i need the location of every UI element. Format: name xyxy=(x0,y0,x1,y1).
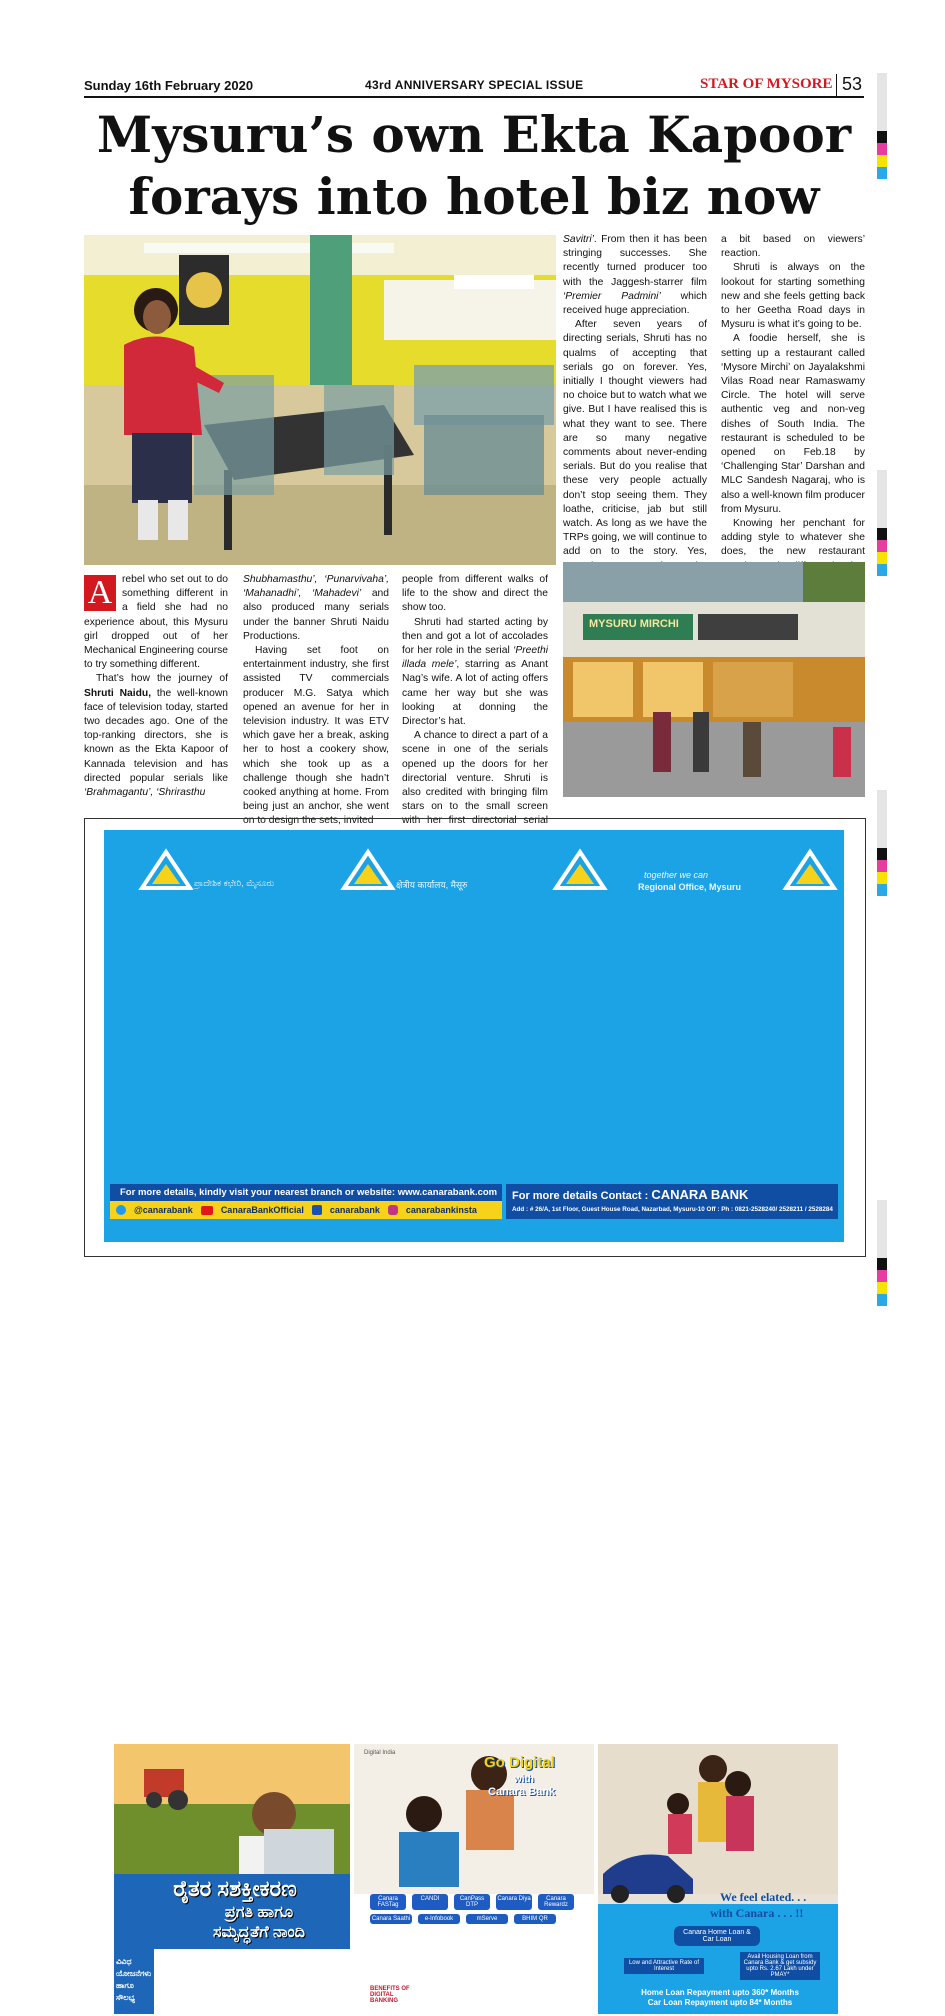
text-run: Knowing her penchant for adding style to whatever she does, the new restaurant xyxy=(721,518,865,558)
headline xyxy=(84,104,864,228)
social-instagram: canarabankinsta xyxy=(405,1205,477,1215)
social-twitter: @canarabank xyxy=(134,1205,193,1215)
text-run: , starring as Anant Nag’s wife. A lot of acting offers came her way but she was looking at donning the Director’s hat. xyxy=(402,659,548,728)
youtube-icon xyxy=(201,1206,213,1215)
canara-logo-icon xyxy=(784,850,836,890)
color-register-bottom xyxy=(877,1200,887,1306)
twitter-icon xyxy=(116,1205,126,1215)
office-kannada: ಪ್ರಾದೇಶಿಕ ಕಛೇರಿ, ಮೈಸೂರು xyxy=(194,878,275,888)
article-column-3 xyxy=(402,573,548,843)
serial-title-savitri: Savitri’ xyxy=(563,234,594,245)
headline-line-2: forays into hotel biz now xyxy=(128,167,820,226)
article-column-4 xyxy=(563,233,707,588)
farm-schemes-label: ವಿವಿಧ ಯೋಜನೆಗಳು ಹಾಗೂ ಸೌಲಭ್ಯ xyxy=(116,1957,152,2002)
issue-label: 43rd ANNIVERSARY SPECIAL ISSUE xyxy=(365,78,584,92)
masthead-brand: STAR OF MYSORE xyxy=(700,76,833,92)
family-digital-illustration xyxy=(354,1744,594,2014)
text-run: . From then it has been stringing successes. She recently turned producer too with the Jaggesh-starrer film xyxy=(563,234,707,288)
paragraph-entertainment: Having set foot on entertainment industry, she first assisted TV commercials producer M.G. Satya which opened an avenue for her in television industry. It was ETV which gave her a break, asking her to host a cookery show, which she took up as a challenge though she hadn’t cooked anything at home. From being just an anchor, she went on to design the sets, invited xyxy=(243,645,389,827)
photo-mysuru-mirchi-exterior xyxy=(563,562,865,797)
paragraph-seven-years: After seven years of directing serials, Shruti has no qualms of accepting that serials go on forever. Yes, initially I thought viewers had no choice but to watch what we give. But I have realised this is what they want to see. There are so many negative comments about never-ending serials. But do you realise that these very people actually don’t stop seeing them. They loathe, criticise, jab but still watch. As long as we have the TRPs going, we will continue to add on to the story. Yes, xyxy=(563,319,707,558)
contact-label xyxy=(512,1187,748,1202)
instagram-icon xyxy=(388,1205,398,1215)
canara-logo-icon xyxy=(342,850,394,890)
serial-title: ‘Preethi illada mele’ xyxy=(402,645,548,671)
app-badges xyxy=(370,1894,580,1924)
serial-titles: Shubhamasthu’, ‘Punarvivaha’, ‘Mahanadhi’, ‘Mahadevi’ xyxy=(243,574,389,600)
tagline-together: together we can xyxy=(644,870,709,880)
contact-label-text: For more details Contact : xyxy=(512,1190,649,1202)
feel-elated-1: We feel elated. . . xyxy=(720,1890,807,1904)
person-name: Shruti Naidu, xyxy=(84,687,152,699)
contact-bank-name: CANARA BANK xyxy=(651,1187,749,1202)
app-badge: Canara Diya xyxy=(496,1894,532,1910)
serial-titles: ‘Brahmagantu’, ‘Shrirasthu xyxy=(84,787,206,799)
go-digital-panel xyxy=(352,1742,596,2016)
car-loan-repayment: Car Loan Repayment upto 84* Months xyxy=(647,1998,793,2007)
color-register-middle xyxy=(877,470,887,576)
canara-logo-icon xyxy=(140,850,192,890)
text-run: That’s how the journey of xyxy=(96,673,228,685)
paragraph-viewers-reaction: a bit based on viewers’ reaction. xyxy=(721,234,865,260)
page-number: 53 xyxy=(842,74,863,94)
farmer-panel xyxy=(112,1742,352,2016)
app-badge: CanPass DTP xyxy=(454,1894,490,1910)
text-run: rebel who set out to do something different in a field she had no experience about, this Mysuru girl dropped out of her Mechanical Engineering course to try something different. xyxy=(84,574,228,671)
website-bar: For more details, kindly visit your nearest branch or website: www.canarabank.com xyxy=(110,1184,502,1201)
canara-bank-advertisement xyxy=(104,830,844,2007)
text-run: A chance to direct a part of a scene in one of the serials opened up the doors for her directorial venture. Shruti is also credited with bringing film stars on to the small screen with her first directorial serial xyxy=(402,730,548,827)
article-column-1 xyxy=(84,573,228,800)
header-separator xyxy=(836,74,837,96)
contact-bar xyxy=(506,1184,838,1219)
digital-india-logo: Digital India xyxy=(364,1750,396,1756)
text-run: the well-known face of television today, started two decades ago. One of the top-ranking directors, she is known as the Ekta Kapoor of Kannada television and has directed popular serials like xyxy=(84,687,228,784)
app-badge: BHIM QR xyxy=(514,1914,556,1924)
subsidy-box: Avail Housing Loan from Canara Bank & get subsidy upto Rs. 2.67 Lakh under PMAY* xyxy=(740,1952,820,1980)
app-badge: Canara FASTag xyxy=(370,1894,406,1910)
paragraph-acting xyxy=(402,616,548,730)
paragraph-journey xyxy=(84,672,228,800)
app-badge: CANDI xyxy=(412,1894,448,1910)
office-english: Regional Office, Mysuru xyxy=(638,882,742,892)
farm-title-3: ಸಮೃದ್ಧತೆಗೆ ನಾಂದಿ xyxy=(212,1924,306,1941)
sign-mysuru-mirchi: MYSURU MIRCHI xyxy=(589,618,679,630)
office-hindi: क्षेत्रीय कार्यालय, मैसूरु xyxy=(396,880,468,890)
loan-panel xyxy=(596,1742,840,2016)
social-bar xyxy=(110,1201,502,1219)
restaurant-interior-illustration xyxy=(84,235,556,565)
restaurant-exterior-illustration xyxy=(563,562,865,797)
text-run: which received huge appreciation. xyxy=(563,290,707,317)
farm-title-1: ರೈತರ ಸಶಕ್ತೀಕರಣ xyxy=(173,1876,297,1901)
dropcap: A xyxy=(84,575,116,611)
color-register-lower xyxy=(877,790,887,896)
go-digital-canara: Canara Bank xyxy=(488,1786,556,1798)
app-badge: e-Infobook xyxy=(418,1914,460,1924)
issue-date: Sunday 16th February 2020 xyxy=(84,78,254,93)
canara-logo-icon xyxy=(554,850,606,890)
article-column-5 xyxy=(721,233,865,602)
app-badge: Canara Rewardz xyxy=(538,1894,574,1910)
farm-title-2: ಪ್ರಗತಿ ಹಾಗೂ xyxy=(224,1904,294,1921)
go-digital-with: with xyxy=(514,1774,534,1785)
feel-elated-2: with Canara . . . !! xyxy=(710,1906,804,1920)
benefits-label: BENEFITS OF DIGITAL BANKING xyxy=(370,1986,410,2004)
photo-shruti-in-restaurant xyxy=(84,235,556,565)
header-rule xyxy=(84,96,864,98)
paragraph-foodie: A foodie herself, she is setting up a restaurant called ‘Mysore Mirchi’ on Jayalakshmi Vilas Road near Ramaswamy Circle. The hotel will serve authentic veg and non-veg dishes of South India. The restaurant is scheduled to be opened on Feb.18 by ‘Challenging Star’ Darshan and MLC Sandesh Nagaraj, who is also a well-known film producer from Mysuru. xyxy=(721,333,865,515)
contact-address: Add : # 26/A, 1st Floor, Guest House Road, Nazarbad, Mysuru-10 Off : Ph : 0821-2528240/ 2528211 / 2528284 xyxy=(512,1206,833,1213)
social-youtube: CanaraBankOfficial xyxy=(220,1205,304,1215)
article-column-2 xyxy=(243,573,389,829)
paragraph-intro xyxy=(84,573,228,672)
text-run: and also produced many serials under the banner Shruti Naidu Productions. xyxy=(243,588,389,642)
home-loan-badge: Canara Home Loan & Car Loan xyxy=(674,1926,760,1946)
go-digital-title: Go Digital xyxy=(484,1754,555,1771)
text-run: Shruti had started acting by then and got a lot of accolades for her role in the serial xyxy=(402,616,548,657)
color-register-top xyxy=(877,73,887,179)
facebook-icon xyxy=(312,1205,322,1215)
paragraph-show: people from different walks of life to the show and direct the show too. xyxy=(402,574,548,614)
headline-line-1: Mysuru’s own Ekta Kapoor xyxy=(96,105,852,164)
low-rate-box: Low and Attractive Rate of Interest xyxy=(624,1958,704,1974)
home-loan-repayment: Home Loan Repayment upto 360* Months xyxy=(641,1988,799,1997)
social-facebook: canarabank xyxy=(329,1205,380,1215)
app-badge: Canara Saathi xyxy=(371,1916,411,1922)
paragraph-look-out: Shruti is always on the lookout for starting something new and she feels getting back to her Geetha Road days in Mysuru is what it’s going to be. xyxy=(721,262,865,331)
app-badge: mServe xyxy=(466,1914,508,1924)
film-title-premier-padmini: ‘Premier Padmini’ xyxy=(563,290,661,302)
paragraph-savitri xyxy=(563,233,707,318)
paragraph-serials xyxy=(243,573,389,644)
